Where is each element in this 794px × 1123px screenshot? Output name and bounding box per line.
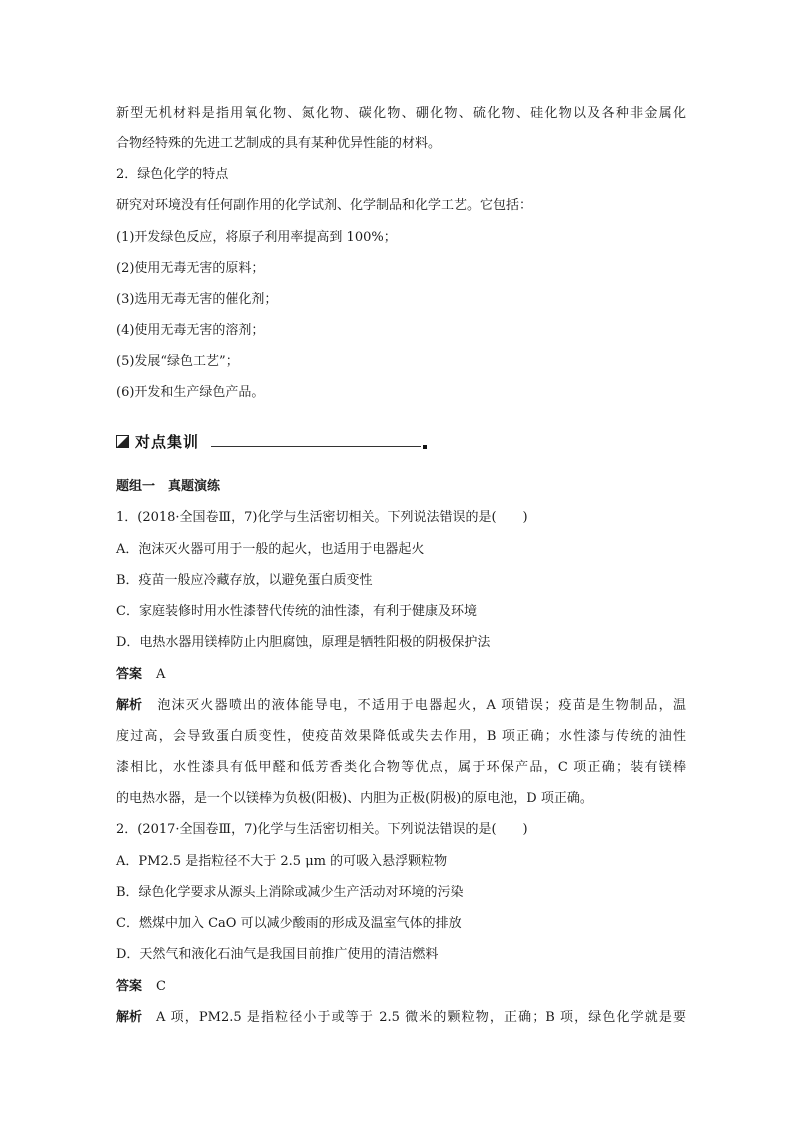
section-marker-icon — [116, 435, 129, 448]
section-rule — [211, 446, 421, 447]
q2-answer — [116, 978, 686, 995]
q1-stem: 1．(2018·全国卷Ⅲ，7)化学与生活密切相关。下列说法错误的是( ) — [116, 510, 528, 525]
green-item-1: (1)开发绿色反应，将原子利用率提高到 100%； — [116, 230, 397, 245]
q1-answer-value: A — [156, 667, 166, 682]
green-item-6: (6)开发和生产绿色产品。 — [116, 385, 265, 400]
q1-answer — [116, 666, 686, 683]
green-desc: 研究对环境没有任何副作用的化学试剂、化学制品和化学工艺。它包括： — [116, 198, 533, 213]
green-item-3: (3)选用无毒无害的催化剂； — [116, 292, 278, 307]
q1-option-b: B．疫苗一般应冷藏存放，以避免蛋白质变性 — [116, 573, 373, 588]
q1-analysis-line-2: 度过高，会导致蛋白质变性，使疫苗效果降低或失去作用，B 项正确；水性漆与传统的油性 — [116, 729, 686, 744]
q2-stem: 2．(2017·全国卷Ⅲ，7)化学与生活密切相关。下列说法错误的是( ) — [116, 822, 528, 837]
group-title: 题组一 真题演练 — [116, 479, 221, 494]
q1-analysis-line-1 — [116, 697, 686, 714]
q1-option-c: C．家庭装修时用水性漆替代传统的油性漆，有利于健康及环境 — [116, 604, 477, 619]
section-title: 对点集训 — [135, 432, 200, 451]
q1-analysis-text-1: 泡沫灭火器喷出的液体能导电，不适用于电器起火，A 项错误；疫苗是生物制品，温 — [156, 698, 686, 713]
q2-analysis-label: 解析 — [116, 1010, 143, 1025]
q2-option-b: B．绿色化学要求从源头上消除或减少生产活动对环境的污染 — [116, 885, 464, 900]
section-dot — [423, 445, 427, 449]
q2-option-c: C．燃煤中加入 CaO 可以减少酸雨的形成及温室气体的排放 — [116, 916, 462, 931]
q1-answer-label: 答案 — [116, 667, 143, 682]
q1-analysis-line-4: 的电热水器，是一个以镁棒为负极(阳极)、内胆为正极(阴极)的原电池，D 项正确。 — [116, 791, 593, 806]
intro-line-1: 新型无机材料是指用氧化物、氮化物、碳化物、硼化物、硫化物、硅化物以及各种非金属化 — [116, 106, 686, 121]
section-header — [116, 430, 427, 452]
green-item-2: (2)使用无毒无害的原料； — [116, 261, 265, 276]
q1-option-d: D．电热水器用镁棒防止内胆腐蚀，原理是牺牲阳极的阴极保护法 — [116, 635, 491, 650]
green-item-5: (5)发展“绿色工艺”； — [116, 354, 239, 369]
q1-analysis-line-3: 漆相比，水性漆具有低甲醛和低芳香类化合物等优点，属于环保产品，C 项正确；装有镁棒 — [116, 760, 686, 775]
q2-option-a: A．PM2.5 是指粒径不大于 2.5 μm 的可吸入悬浮颗粒物 — [116, 854, 448, 869]
q2-option-d: D．天然气和液化石油气是我国目前推广使用的清洁燃料 — [116, 947, 439, 962]
q2-analysis-text-1: A 项，PM2.5 是指粒径小于或等于 2.5 微米的颗粒物，正确；B 项，绿色化学就是要 — [156, 1010, 686, 1025]
q2-analysis-line-1 — [116, 1009, 686, 1026]
green-item-4: (4)使用无毒无害的溶剂； — [116, 323, 265, 338]
q1-option-a: A．泡沫灭火器可用于一般的起火，也适用于电器起火 — [116, 542, 425, 557]
q1-analysis-label: 解析 — [116, 698, 143, 713]
q2-answer-label: 答案 — [116, 979, 143, 994]
green-heading: 2．绿色化学的特点 — [116, 167, 229, 182]
q2-answer-value: C — [156, 979, 166, 994]
intro-line-2: 合物经特殊的先进工艺制成的具有某种优异性能的材料。 — [116, 136, 442, 151]
